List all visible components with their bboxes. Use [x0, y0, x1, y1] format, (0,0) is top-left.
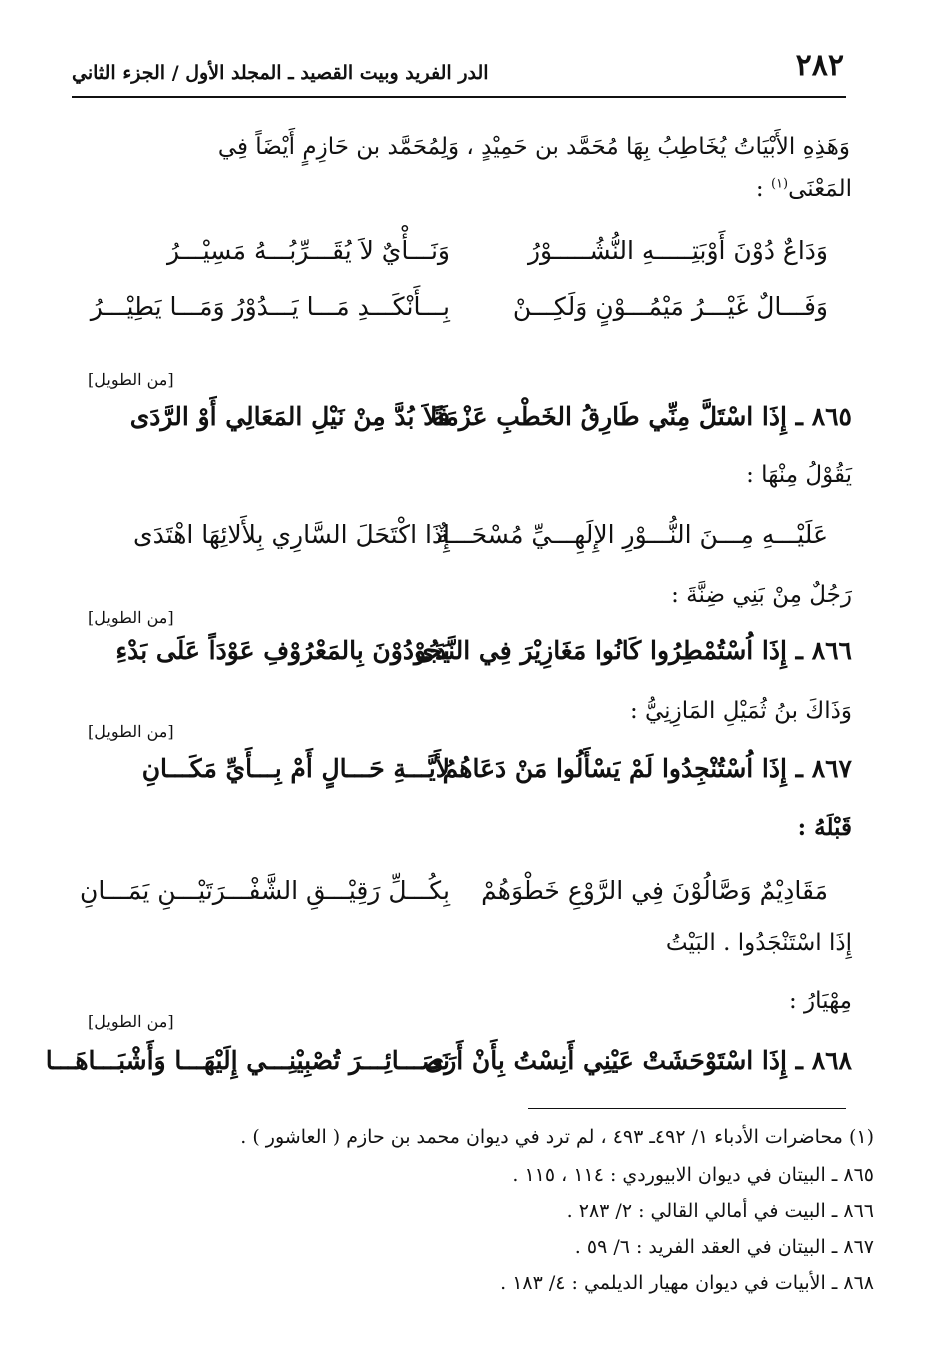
verse-ajuz: إِذَا اكْتَحَلَ السَّارِي بِلأَلائِهَا اهْتَدَى: [133, 520, 450, 549]
footnote: ٨٦٥ ـ البيتان في ديوان الابيوردي : ١١٤ ، ١١٥ .: [512, 1164, 874, 1186]
verse-sadr: وَدَاعٌ دُوْنَ أَوْبَتِـــــهِ النُّشُـــــوْرُ: [527, 236, 828, 265]
verse-ajuz: وَنَـــأْيٌ لاَ يُقَـــرِّبُـــهُ مَسِيْـــرُ: [167, 236, 450, 265]
verse-sadr: [432, 402, 852, 431]
poet-attribution: رَجُلٌ مِنْ بَنِي ضِنَّةَ :: [671, 582, 852, 608]
verse-number: ٨٦٨ ـ: [795, 1046, 852, 1075]
verse-row: [76, 236, 848, 280]
transition-text: يَقُوْلُ مِنْهَا :: [746, 462, 852, 488]
intro-colon: :: [755, 176, 764, 202]
verse-ajuz: يَجُوْدُوْنَ بِالمَعْرُوْفِ عَوْدَاً عَلَى بَدْءِ: [115, 636, 450, 665]
verse-sadr: [425, 1046, 852, 1075]
verse-row: [76, 520, 848, 564]
verse-ajuz: بِكُـــلِّ رَقِيْـــقِ الشَّفْـــرَتَيْـــنِ يَمَـــانِ: [79, 876, 450, 905]
verse-entry-868: [45, 1046, 852, 1090]
meter-label: [من الطويل]: [88, 1012, 174, 1031]
footnote: ٨٦٨ ـ الأبيات في ديوان مهيار الديلمي : ٤/ ١٨٣ .: [500, 1272, 874, 1294]
verse-ajuz: نَصَـــائِـــرَ تُصْبِيْنِـــي إِلَيْهَـــا وَأَشْبَـــاهَـــا: [45, 1046, 450, 1075]
verse-entry-865: [76, 402, 852, 446]
verse-sadr-text: إِذَا اسْتَلَّ مِنِّي طَارِقُ الخَطْبِ عَزْمَةً: [432, 402, 787, 431]
footnote-marker: (١): [770, 176, 789, 192]
verse-sadr: [415, 636, 852, 665]
meter-label: [من الطويل]: [88, 370, 174, 389]
page-header: [72, 48, 844, 94]
verse-row: [76, 876, 848, 920]
verse-number: ٨٦٧ ـ: [795, 754, 852, 783]
verse-ajuz: لأَيَّـــةِ حَـــالٍ أَمْ بِـــأَيِّ مَكَـــانِ: [141, 754, 450, 783]
transition-text: قَبْلَهُ :: [797, 814, 852, 841]
footnote-rule: [528, 1108, 846, 1109]
verse-row: [76, 292, 848, 336]
verse-entry-866: [76, 636, 852, 680]
verse-number: ٨٦٦ ـ: [795, 636, 852, 665]
intro-line-2: [756, 176, 852, 202]
meter-label: [من الطويل]: [88, 722, 174, 741]
verse-sadr: عَلَيْـــهِ مِـــنَ النُّـــوْرِ الإِلَهِـــيِّ مُسْحَـــةٌ: [436, 520, 828, 549]
verse-entry-867: [76, 754, 852, 798]
verse-sadr-text: إِذَا اُسْتُمْطِرُوا كَانُوا مَغَازِيْرَ فِي النَّدَى: [415, 636, 787, 665]
verse-sadr: مَقَادِيْمٌ وَصَّالُوْنَ فِي الرَّوْعِ خَطْوَهُمْ: [481, 876, 828, 905]
verse-sadr-text: إِذَا اُسْتُنْجِدُوا لَمْ يَسْأَلُوا مَنْ دَعَاهُمُ: [442, 754, 787, 783]
footnote: ٨٦٧ ـ البيتان في العقد الفريد : ٦/ ٥٩ .: [574, 1236, 874, 1258]
poet-attribution: وَذَاكَ بنُ ثُمَيْلِ المَازِنِيُّ :: [629, 698, 852, 724]
verse-ajuz: فَلاَ بُدَّ مِنْ نَيْلِ المَعَالِي أَوْ الرَّدَى: [129, 402, 450, 431]
intro-line-1: وَهَذِهِ الأَبْيَاتُ يُخَاطِبُ بِهَا مُحَمَّد بن حَمِيْدٍ ، وَلِمُحَمَّد بن حَازِمٍ أَيْضَاً فِي: [217, 134, 850, 160]
meter-label: [من الطويل]: [88, 608, 174, 627]
running-title: الدر الفريد وبيت القصيد ـ المجلد الأول / الجزء الثاني: [72, 62, 489, 84]
transition-text: إِذَا اسْتَنْجَدُوا . البَيْتُ: [665, 930, 852, 956]
verse-sadr: [443, 754, 852, 783]
poet-attribution: مِهْيَارُ :: [788, 988, 852, 1014]
verse-sadr-text: إِذَا اسْتَوْحَشَتْ عَيْنِي أَنِسْتُ بِأَنْ أَرَى: [424, 1046, 787, 1075]
verse-ajuz: بِـــأَنْكَـــدِ مَـــا يَـــدُوْرُ وَمَـــا يَطِيْـــرُ: [90, 292, 450, 321]
intro-word: المَعْنَى: [788, 176, 852, 202]
verse-sadr: وَفَـــالٌ غَيْـــرُ مَيْمُـــوْنٍ وَلَكِـــنْ: [512, 292, 828, 321]
header-rule: [72, 96, 846, 98]
verse-number: ٨٦٥ ـ: [795, 402, 852, 431]
page-number: ٢٨٢: [795, 48, 844, 83]
footnote: ٨٦٦ ـ البيت في أمالي القالي : ٢/ ٢٨٣ .: [566, 1200, 874, 1222]
footnote: (١) محاضرات الأدباء ١/ ٤٩٢ـ ٤٩٣ ، لم ترد في ديوان محمد بن حازم ( العاشور ) .: [240, 1126, 874, 1148]
